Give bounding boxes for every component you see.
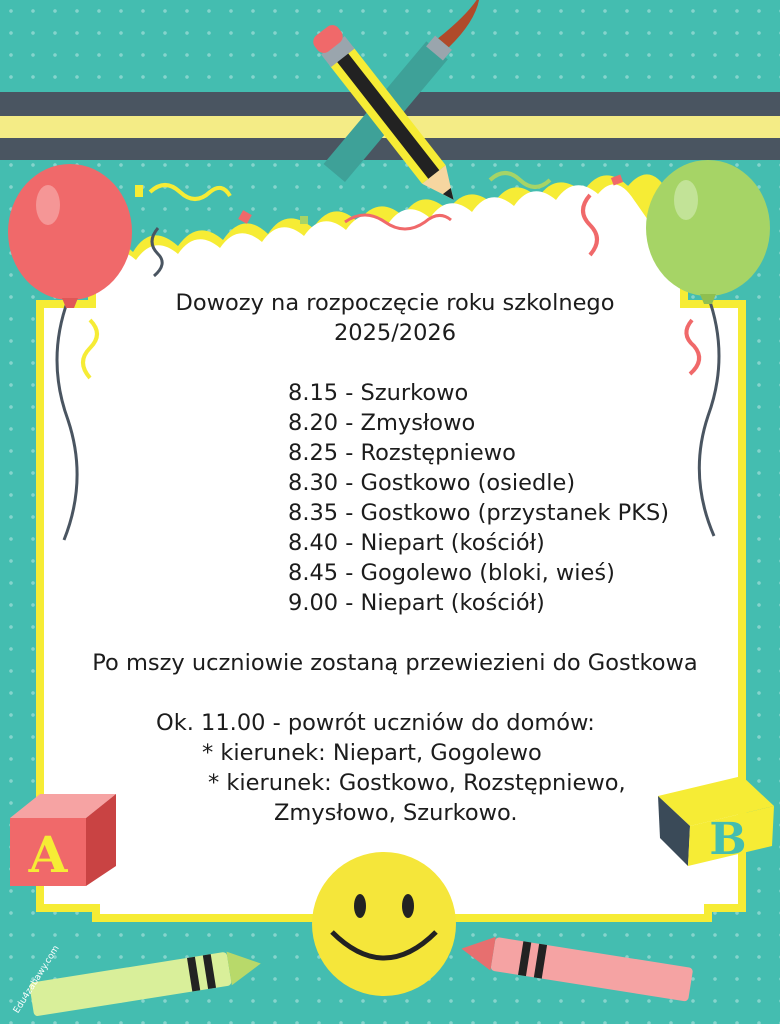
schedule-time: 8.15 [288, 380, 339, 406]
return-heading: Ok. 11.00 - powrót uczniów do domów: [156, 710, 595, 736]
notice-text [50, 288, 740, 828]
title-year: 2025/2026 [333, 320, 457, 346]
schedule-item: 8.15 - Szurkowo [288, 380, 469, 406]
schedule-place: Niepart (kościół) [360, 530, 545, 556]
title-line-1: Dowozy na rozpoczęcie roku szkolnego [175, 290, 615, 316]
schedule-place: Gostkowo (przystanek PKS) [360, 500, 670, 526]
schedule-place: Rozstępniewo [360, 440, 516, 466]
block-b-letter: B [709, 814, 747, 865]
schedule-time: 9.00 [288, 590, 339, 616]
schedule-place: Gostkowo (osiedle) [360, 470, 576, 496]
schedule-item: 8.20 - Zmysłowo [288, 410, 476, 436]
schedule-list [50, 378, 740, 618]
watermark-text: Edu4zabawy.com [12, 944, 62, 1016]
schedule-time: 8.25 [288, 440, 339, 466]
schedule-item: 8.45 - Gogolewo (bloki, wieś) [288, 560, 615, 586]
schedule-time: 8.40 [288, 530, 339, 556]
schedule-item: 8.40 - Niepart (kościół) [288, 530, 545, 556]
schedule-time: 8.35 [288, 500, 339, 526]
return-direction-2: * kierunek: Gostkowo, Rozstępniewo, [208, 770, 626, 796]
schedule-place: Zmysłowo [360, 410, 476, 436]
note-text: Po mszy uczniowie zostaną przewiezieni do Gostkowa [92, 650, 698, 676]
watermark [2, 944, 72, 1018]
schedule-item: 8.30 - Gostkowo (osiedle) [288, 470, 576, 496]
schedule-place: Szurkowo [360, 380, 469, 406]
return-direction-2-cont: Zmysłowo, Szurkowo. [274, 800, 518, 826]
block-a-letter: A [28, 825, 68, 884]
schedule-place: Niepart (kościół) [360, 590, 545, 616]
schedule-item: 8.25 - Rozstępniewo [288, 440, 516, 466]
schedule-item: 8.35 - Gostkowo (przystanek PKS) [288, 500, 670, 526]
schedule-time: 8.20 [288, 410, 339, 436]
schedule-time: 8.30 [288, 470, 339, 496]
schedule-item: 9.00 - Niepart (kościół) [288, 590, 545, 616]
return-direction-1: * kierunek: Niepart, Gogolewo [202, 740, 542, 766]
schedule-place: Gogolewo (bloki, wieś) [360, 560, 615, 586]
schedule-time: 8.45 [288, 560, 339, 586]
